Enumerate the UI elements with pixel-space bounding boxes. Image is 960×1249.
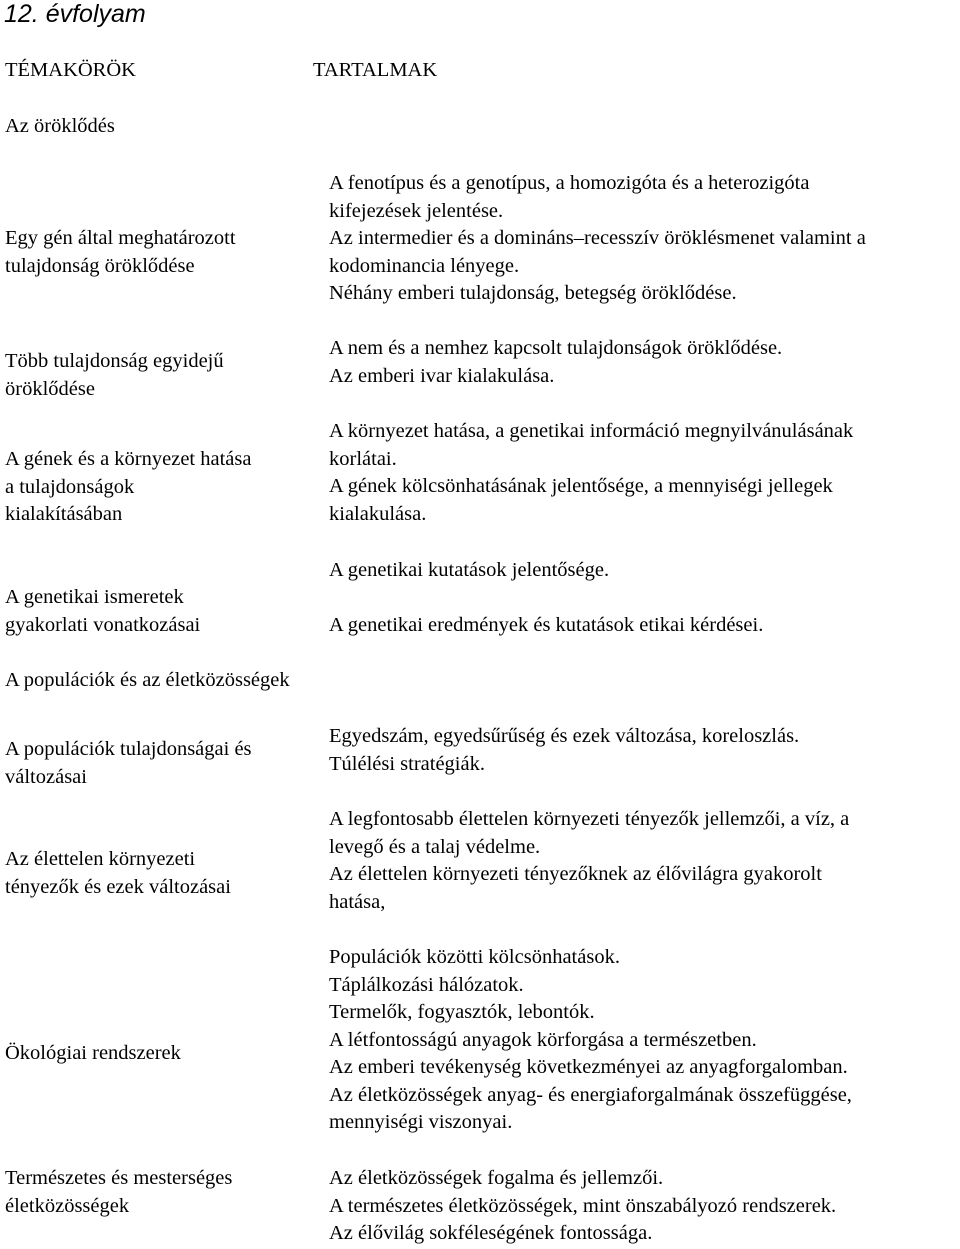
topic-line: kialakításában bbox=[5, 503, 123, 525]
content-line: A nem és a nemhez kapcsolt tulajdonságok öröklődése. bbox=[329, 337, 783, 359]
content-line: A fenotípus és a genotípus, a homozigóta és a heterozigóta bbox=[329, 172, 810, 194]
content-line: A genetikai eredmények és kutatások etikai kérdései. bbox=[329, 614, 764, 636]
row-content-8 bbox=[329, 1165, 836, 1248]
row-topic-6 bbox=[5, 846, 231, 901]
topic-line: életközösségek bbox=[5, 1194, 130, 1217]
row-topic-3 bbox=[5, 446, 251, 529]
content-line: A legfontosabb élettelen környezeti tényezők jellemzői, a víz, a bbox=[329, 808, 850, 830]
topic-line: A genetikai ismeretek bbox=[5, 586, 184, 608]
content-line: A természetes életközösségek, mint önszabályozó rendszerek. bbox=[329, 1194, 837, 1217]
row-content-4b bbox=[329, 612, 763, 640]
row-content-3 bbox=[329, 418, 853, 528]
topic-line: öröklődése bbox=[5, 377, 95, 400]
content-line: Az emberi ivar kialakulása. bbox=[329, 364, 555, 387]
row-content-1 bbox=[329, 170, 866, 308]
column-header-topics: TÉMAKÖRÖK bbox=[5, 59, 136, 81]
content-line: Termelők, fogyasztók, lebontók. bbox=[329, 1001, 595, 1023]
content-line: Az élővilág sokféleségének fontossága. bbox=[329, 1222, 653, 1244]
section-title-heredity: Az öröklődés bbox=[5, 115, 115, 137]
content-line: A létfontosságú anyagok körforgása a természetben. bbox=[329, 1028, 757, 1051]
topic-line: Az élettelen környezeti bbox=[5, 848, 196, 870]
row-topic-4 bbox=[5, 584, 200, 639]
content-line: Túlélési stratégiák. bbox=[329, 752, 485, 775]
content-line: kodominancia lényege. bbox=[329, 254, 520, 277]
row-content-4a bbox=[329, 557, 609, 585]
column-header-contents: TARTALMAK bbox=[313, 59, 438, 81]
section-title-populations: A populációk és az életközösségek bbox=[5, 669, 290, 691]
row-content-5 bbox=[329, 723, 799, 778]
content-line: Populációk közötti kölcsönhatások. bbox=[329, 946, 620, 968]
content-line: hatása, bbox=[329, 890, 386, 913]
content-line: Az emberi tevékenység következményei az anyagforgalomban. bbox=[329, 1056, 848, 1078]
content-line: Egyedszám, egyedsűrűség és ezek változása, koreloszlás. bbox=[329, 725, 800, 747]
topic-line: tényezők és ezek változásai bbox=[5, 875, 231, 898]
topic-line: A gének és a környezet hatása bbox=[5, 448, 252, 470]
row-content-2 bbox=[329, 335, 782, 390]
content-line: A genetikai kutatások jelentősége. bbox=[329, 559, 610, 581]
content-line: Az intermedier és a domináns–recesszív öröklésmenet valamint a bbox=[329, 227, 866, 249]
content-line: levegő és a talaj védelme. bbox=[329, 835, 541, 858]
topic-line: Természetes és mesterséges bbox=[5, 1167, 233, 1189]
row-topic-7 bbox=[5, 1040, 181, 1068]
content-line: korlátai. bbox=[329, 447, 397, 470]
content-line: Táplálkozási hálózatok. bbox=[329, 973, 524, 996]
content-line: Az életközösségek fogalma és jellemzői. bbox=[329, 1167, 664, 1189]
topic-line: A populációk tulajdonságai és bbox=[5, 738, 252, 760]
topic-line: gyakorlati vonatkozásai bbox=[5, 613, 201, 636]
row-topic-8 bbox=[5, 1165, 232, 1220]
content-line: Az élettelen környezeti tényezőknek az élővilágra gyakorolt bbox=[329, 863, 822, 885]
content-line: A környezet hatása, a genetikai információ megnyilvánulásának bbox=[329, 420, 854, 442]
content-line: mennyiségi viszonyai. bbox=[329, 1111, 513, 1133]
content-line: kialakulása. bbox=[329, 502, 427, 525]
row-topic-2 bbox=[5, 348, 224, 403]
topic-line: Ökológiai rendszerek bbox=[5, 1042, 181, 1064]
content-line: kifejezések jelentése. bbox=[329, 199, 504, 222]
row-topic-5 bbox=[5, 736, 252, 791]
content-line: Az életközösségek anyag- és energiaforgalmának összefüggése, bbox=[329, 1083, 852, 1106]
grade-title: 12. évfolyam bbox=[4, 0, 146, 28]
topic-line: Egy gén által meghatározott bbox=[5, 227, 236, 249]
topic-line: tulajdonság öröklődése bbox=[5, 254, 195, 277]
row-topic-1 bbox=[5, 225, 236, 280]
content-line: A gének kölcsönhatásának jelentősége, a mennyiségi jellegek bbox=[329, 475, 833, 497]
topic-line: a tulajdonságok bbox=[5, 475, 135, 498]
row-content-6 bbox=[329, 806, 849, 916]
topic-line: Több tulajdonság egyidejű bbox=[5, 350, 224, 372]
content-line: Néhány emberi tulajdonság, betegség öröklődése. bbox=[329, 282, 737, 304]
topic-line: változásai bbox=[5, 765, 87, 788]
row-content-7 bbox=[329, 944, 852, 1137]
